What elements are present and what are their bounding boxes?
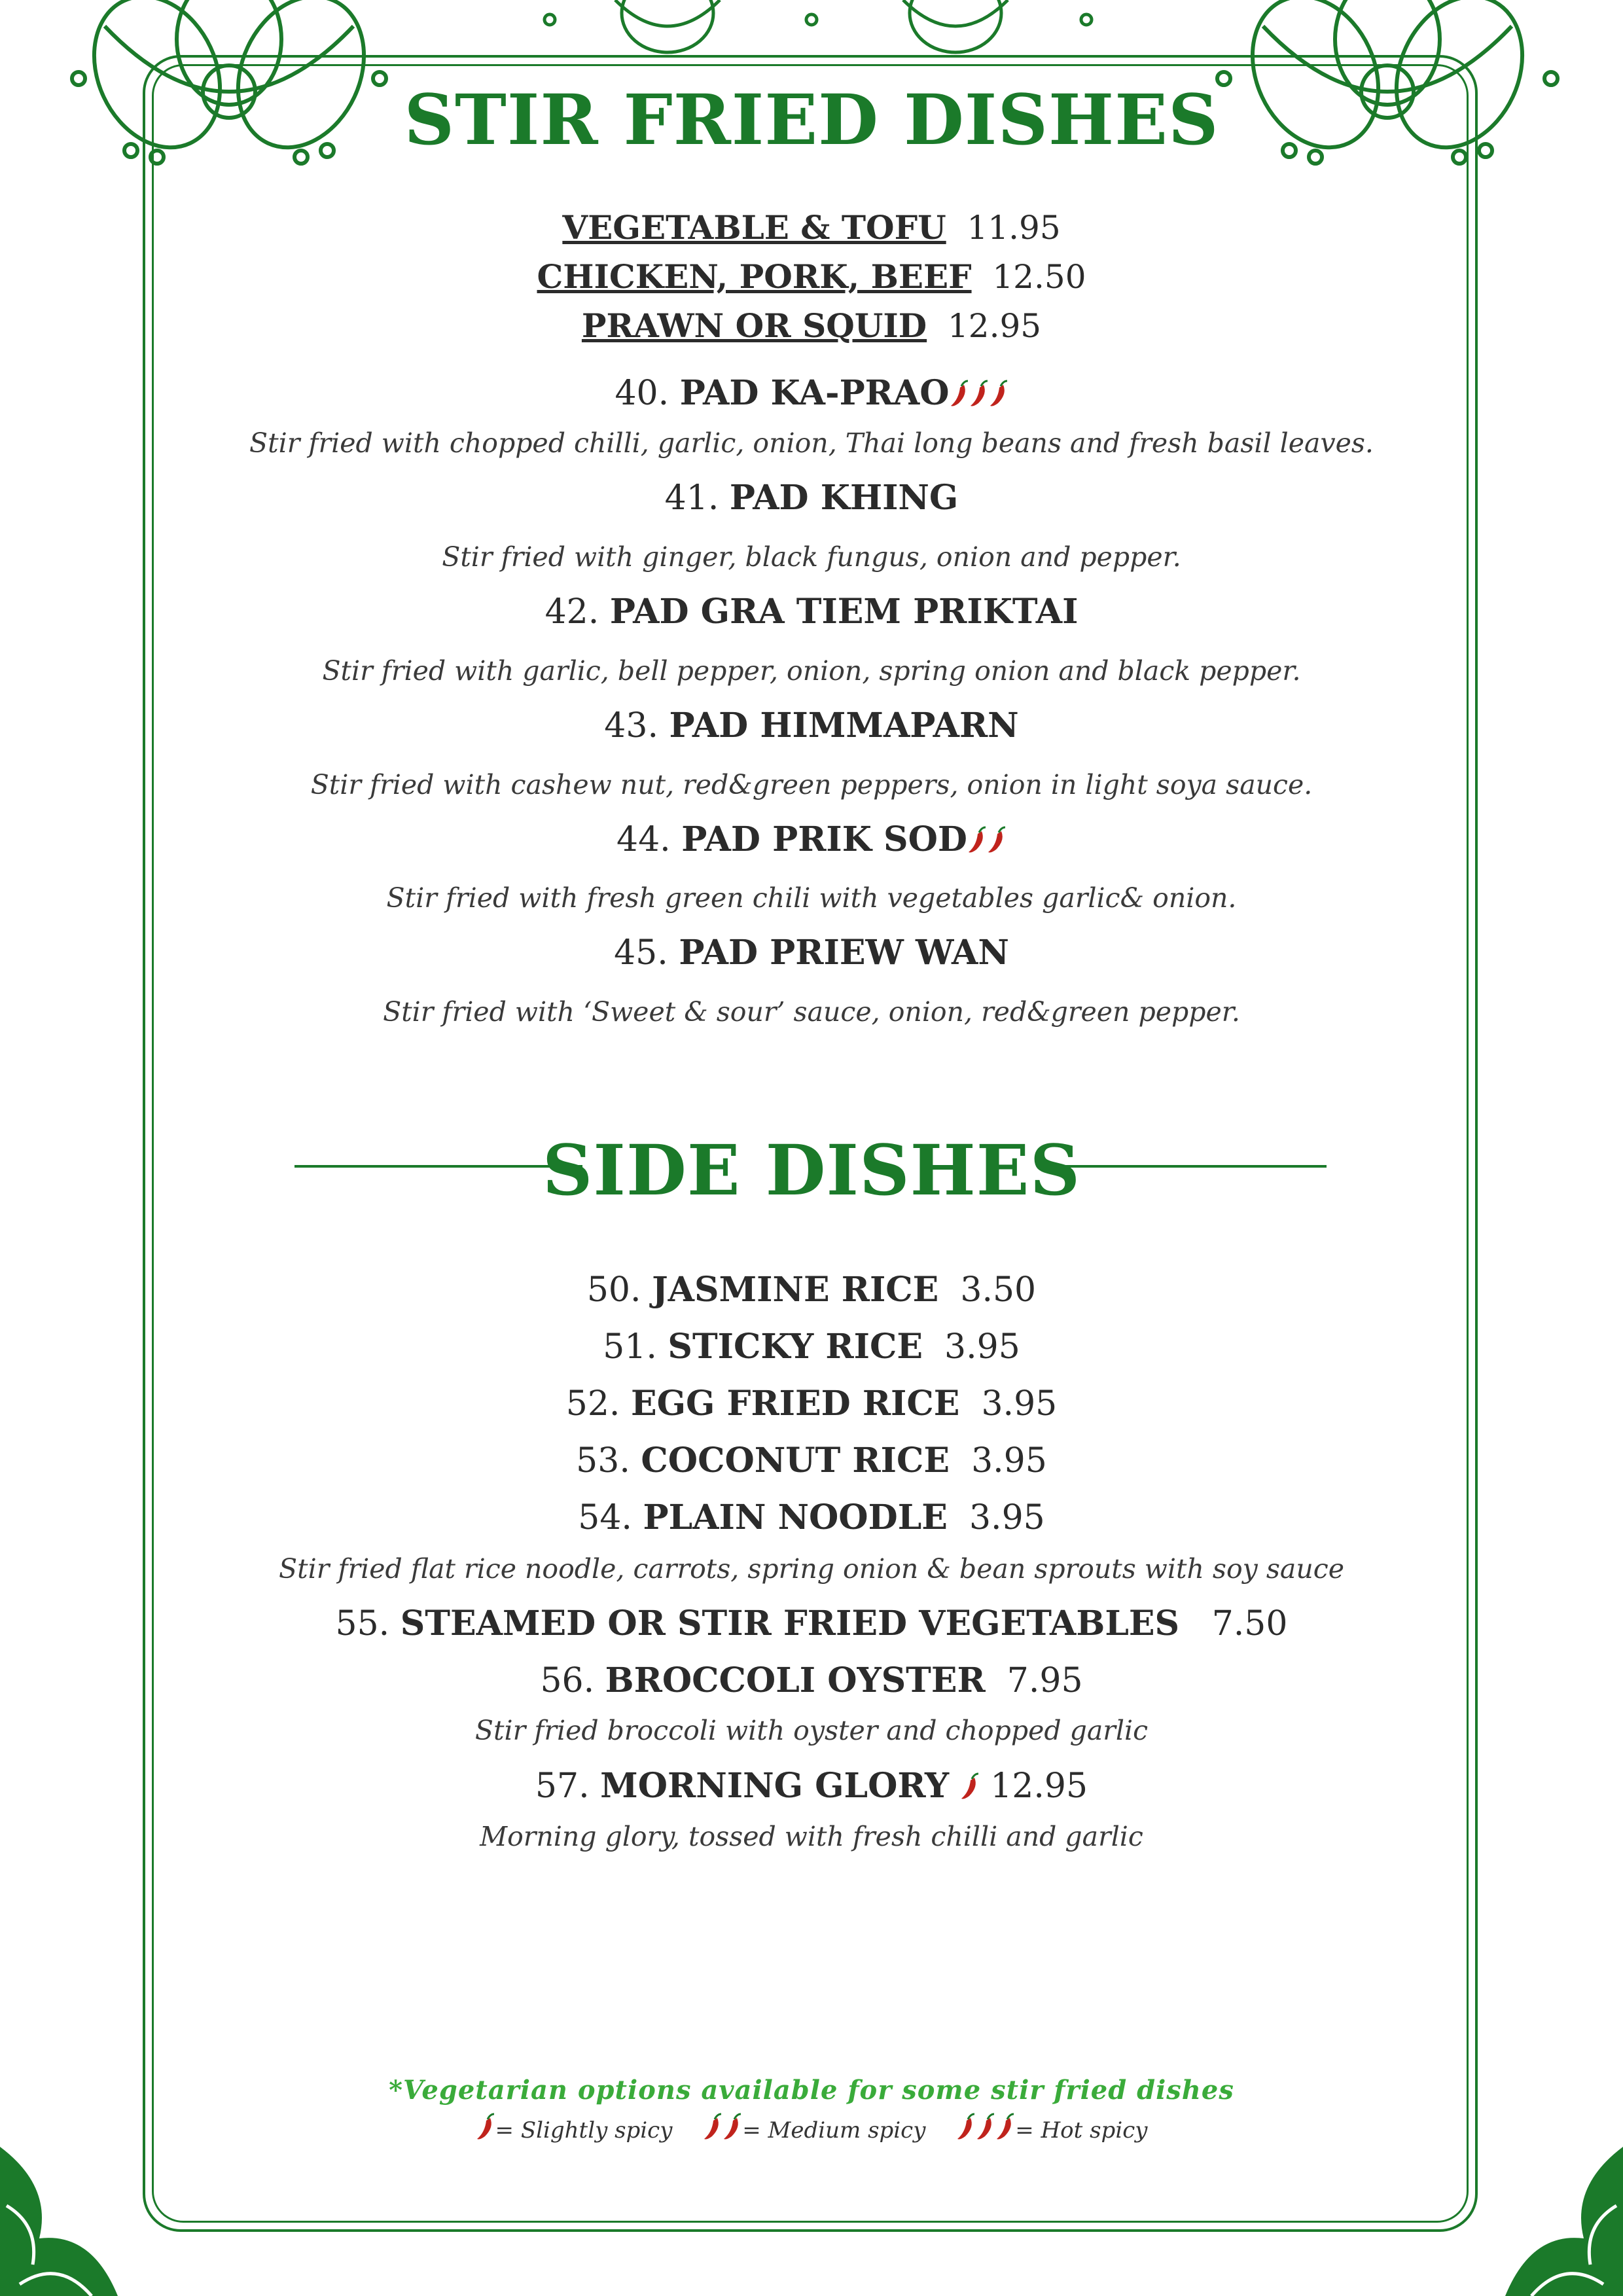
mandala-bottom-left-ornament (0, 2108, 157, 2296)
dish-price: 3.95 (969, 1498, 1045, 1537)
price-value: 11.95 (967, 209, 1061, 247)
spice-indicator (950, 374, 1008, 413)
price-category-label: CHICKEN, PORK, BEEF (537, 257, 972, 296)
dish-name: STEAMED OR STIR FRIED VEGETABLES (400, 1604, 1180, 1643)
dish-name: JASMINE RICE (652, 1270, 939, 1310)
stir-fried-title: STIR FRIED DISHES (404, 79, 1219, 160)
dish-number: 52. (565, 1384, 620, 1424)
dish-name: COCONUT RICE (641, 1441, 950, 1480)
dish-43-description: Stir fried with cashew nut, red&green peppers, onion in light soya sauce. (310, 769, 1313, 800)
dish-price: 7.50 (1211, 1604, 1288, 1643)
price-value: 12.50 (992, 258, 1086, 296)
dish-name: PLAIN NOODLE (643, 1498, 948, 1537)
dish-name: MORNING GLORY (600, 1766, 950, 1806)
dish-56-description: Stir fried broccoli with oyster and chopped garlic (474, 1715, 1149, 1746)
legend-label-hot: = Hot spicy (1015, 2117, 1148, 2144)
dish-price: 3.95 (944, 1327, 1020, 1367)
dish-40-title (183, 373, 1440, 413)
dish-number: 55. (335, 1604, 390, 1643)
vegetarian-note: *Vegetarian options available for some stir fried dishes (389, 2075, 1234, 2106)
dish-number: 57. (535, 1767, 590, 1806)
mandala-bottom-right-ornament (1466, 2108, 1623, 2296)
dish-name: PAD GRA TIEM PRIKTAI (609, 592, 1079, 632)
dish-45-title (183, 933, 1440, 973)
dish-name: PAD KHING (729, 478, 959, 518)
dish-54-description: Stir fried flat rice noodle, carrots, spring onion & bean sprouts with soy sauce (279, 1553, 1344, 1585)
chili-icon (976, 2113, 995, 2140)
dish-number: 56. (540, 1661, 595, 1700)
dish-price: 3.95 (971, 1441, 1047, 1480)
dish-number: 50. (586, 1270, 641, 1310)
dish-number: 51. (603, 1327, 657, 1367)
spice-indicator (960, 1767, 980, 1806)
chili-icon (703, 2113, 722, 2140)
mandala-top-center-ornament (537, 0, 1099, 59)
price-line-vegetable-tofu (183, 208, 1440, 247)
dish-50-title (183, 1270, 1440, 1310)
dish-name: BROCCOLI OYSTER (605, 1660, 986, 1700)
dish-price: 3.50 (960, 1270, 1037, 1310)
dish-number: 42. (544, 592, 599, 632)
dish-number: 54. (578, 1498, 632, 1537)
dish-name: EGG FRIED RICE (630, 1384, 960, 1424)
dish-name: STICKY RICE (668, 1327, 923, 1367)
legend-chili-icons (476, 2117, 495, 2144)
chili-icon (995, 2113, 1015, 2140)
dish-name: PAD HIMMAPARN (669, 706, 1019, 745)
chili-icon (987, 826, 1007, 853)
dish-42-title (183, 592, 1440, 632)
price-line-seafood (183, 306, 1440, 345)
dish-price: 7.95 (1007, 1661, 1083, 1700)
dish-41-description: Stir fried with ginger, black fungus, onion and pepper. (442, 541, 1181, 573)
chili-icon (969, 380, 989, 407)
dish-43-title (183, 706, 1440, 745)
dish-number: 44. (616, 820, 671, 859)
legend-chili-icons (956, 2117, 1015, 2144)
dish-40-description: Stir fried with chopped chilli, garlic, onion, Thai long beans and fresh basil leaves. (249, 427, 1374, 459)
chili-icon (722, 2113, 742, 2140)
dish-name: PAD PRIEW WAN (679, 933, 1009, 973)
dish-45-description: Stir fried with ‘Sweet & sour’ sauce, onion, red&green pepper. (383, 996, 1240, 1028)
chili-icon (476, 2113, 495, 2140)
dish-41-title (183, 478, 1440, 518)
dish-number: 43. (604, 706, 658, 745)
dish-name: PAD PRIK SOD (681, 819, 967, 859)
legend-label-medium: = Medium spicy (742, 2117, 926, 2144)
legend-chili-icons (703, 2117, 742, 2144)
dish-42-description: Stir fried with garlic, bell pepper, onion, spring onion and black pepper. (322, 655, 1301, 687)
price-category-label: PRAWN OR SQUID (581, 306, 927, 345)
dish-53-title (183, 1441, 1440, 1480)
dish-57-title (183, 1766, 1440, 1806)
side-dishes-title: SIDE DISHES (542, 1129, 1081, 1211)
dish-54-title (183, 1498, 1440, 1537)
dish-44-description: Stir fried with fresh green chili with vegetables garlic& onion. (386, 882, 1237, 914)
chili-icon (950, 380, 969, 407)
price-category-label: VEGETABLE & TOFU (562, 208, 946, 247)
dish-51-title (183, 1327, 1440, 1367)
price-value: 12.95 (947, 307, 1042, 345)
chili-icon (989, 380, 1008, 407)
dish-number: 41. (664, 478, 719, 518)
legend-label-slight: = Slightly spicy (495, 2117, 673, 2144)
dish-52-title (183, 1384, 1440, 1424)
dish-57-description: Morning glory, tossed with fresh chilli and garlic (480, 1821, 1143, 1852)
chili-icon (956, 2113, 976, 2140)
dish-number: 40. (615, 374, 669, 413)
spice-indicator (967, 820, 1007, 859)
chili-icon (967, 826, 987, 853)
dish-name: PAD KA-PRAO (679, 373, 950, 413)
dish-number: 45. (614, 933, 668, 973)
dish-55-title (183, 1604, 1440, 1643)
dish-44-title (183, 819, 1440, 859)
spice-legend (183, 2113, 1440, 2144)
dish-price: 12.95 (990, 1767, 1088, 1806)
chili-icon (960, 1772, 980, 1800)
dish-number: 53. (576, 1441, 630, 1480)
price-line-meat (183, 257, 1440, 296)
dish-56-title (183, 1660, 1440, 1700)
dish-price: 3.95 (981, 1384, 1058, 1424)
